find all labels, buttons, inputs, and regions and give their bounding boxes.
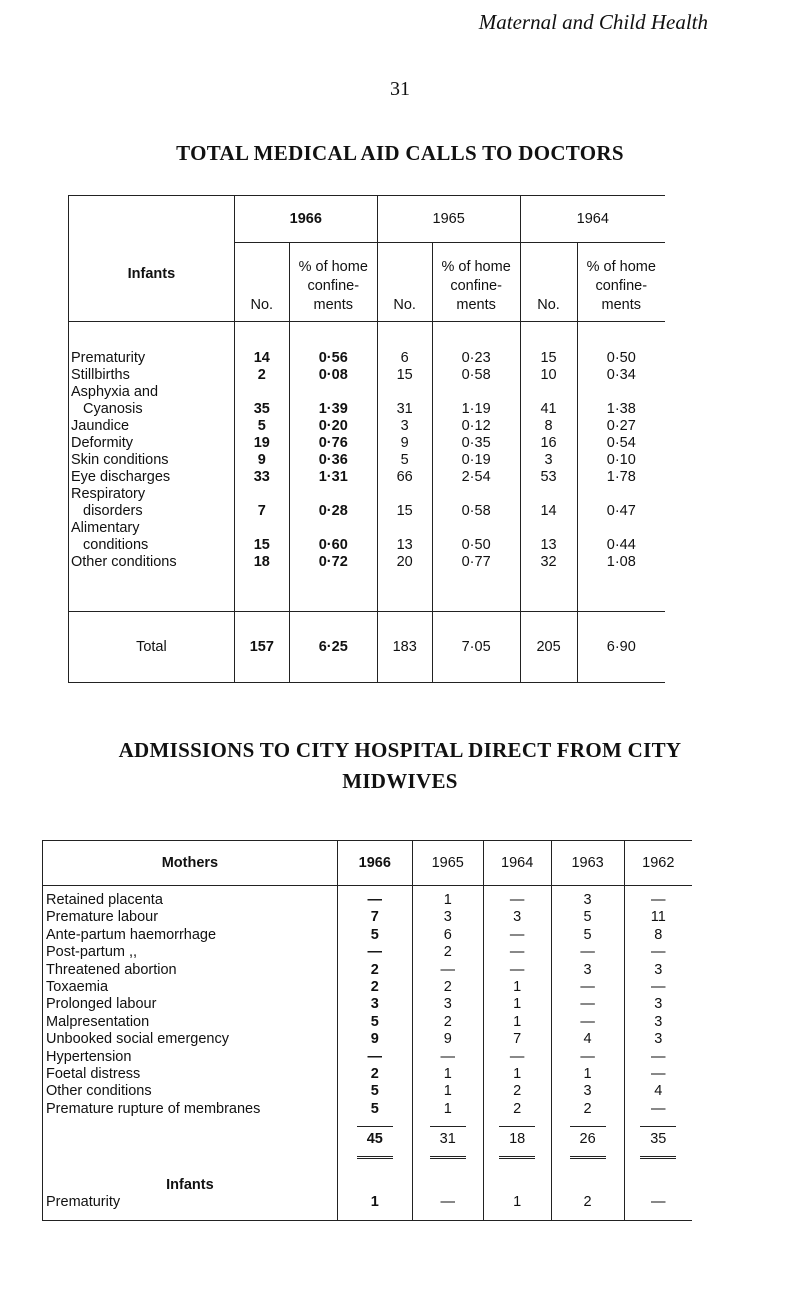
table-cell: 5 <box>234 418 289 435</box>
section2-title: ADMISSIONS TO CITY HOSPITAL DIRECT FROM CITY MIDWIVES <box>118 738 682 793</box>
table-cell: — <box>551 1014 624 1031</box>
table-cell: 2 <box>483 1101 551 1118</box>
table-cell: 0·12 <box>432 418 520 435</box>
table-cell: 13 <box>377 520 432 554</box>
table-cell: 5 <box>551 927 624 944</box>
col-pct-header-line: confine- <box>595 278 648 294</box>
table-cell: 3 <box>377 418 432 435</box>
table-row <box>69 435 666 452</box>
row-label-text: conditions <box>83 537 149 553</box>
row-label-text: Respiratory <box>71 486 146 502</box>
total-row <box>69 612 666 683</box>
totals-label <box>43 1118 338 1166</box>
row-label-text: Skin conditions <box>71 452 169 468</box>
table-cell: 6 <box>412 927 483 944</box>
table-row <box>43 996 693 1013</box>
table-row <box>43 979 693 996</box>
table-cell: 5 <box>337 1101 412 1118</box>
table-cell: 3 <box>551 962 624 979</box>
table-cell: 3 <box>520 452 577 469</box>
table-cell: 3 <box>551 1083 624 1100</box>
row-label <box>69 322 235 368</box>
row-label <box>69 418 235 435</box>
table-cell: 6 <box>377 322 432 368</box>
table-cell: 0·60 <box>289 520 377 554</box>
total-value: 31 <box>430 1126 466 1159</box>
total-cell: 6·90 <box>577 612 665 683</box>
total-cell <box>337 1118 412 1166</box>
table-cell: 53 <box>520 469 577 486</box>
table-cell: — <box>551 996 624 1013</box>
table-cell: 2 <box>337 962 412 979</box>
total-value: 18 <box>499 1126 535 1159</box>
row-label: Threatened abortion <box>43 962 338 979</box>
table-row <box>69 486 666 520</box>
col-pct-header <box>289 243 377 322</box>
table-cell: 0·72 <box>289 554 377 612</box>
table-cell: 2 <box>234 367 289 384</box>
table-cell: 1·39 <box>289 384 377 418</box>
year-header-1966: 1966 <box>337 841 412 886</box>
table-cell: 0·50 <box>577 322 665 368</box>
table-row <box>43 927 693 944</box>
row-label <box>69 435 235 452</box>
table-cell: — <box>551 944 624 961</box>
table-cell: 1·38 <box>577 384 665 418</box>
row-label-text: Prematurity <box>71 350 146 366</box>
row-label: Other conditions <box>43 1083 338 1100</box>
table-cell: 0·58 <box>432 367 520 384</box>
medical-aid-calls-table <box>68 195 665 683</box>
table-cell: 2 <box>551 1194 624 1220</box>
col-pct-header-line: % of home <box>298 259 368 275</box>
table-cell: 4 <box>624 1083 692 1100</box>
table-cell: 5 <box>377 452 432 469</box>
table-row <box>69 469 666 486</box>
table-cell: 1 <box>551 1066 624 1083</box>
table-cell: 4 <box>551 1031 624 1048</box>
empty-cell <box>551 1166 624 1194</box>
table-cell: 31 <box>377 384 432 418</box>
table-cell: 1·78 <box>577 469 665 486</box>
table-row <box>43 1049 693 1066</box>
table-cell: 13 <box>520 520 577 554</box>
table-cell: — <box>483 962 551 979</box>
row-label <box>69 486 235 520</box>
col-pct-header-line: ments <box>313 297 353 313</box>
table-cell: 3 <box>337 996 412 1013</box>
table-cell: 7 <box>483 1031 551 1048</box>
total-cell: 157 <box>234 612 289 683</box>
table-row <box>69 520 666 554</box>
row-label-text: Cyanosis <box>83 401 143 417</box>
table-cell: — <box>483 1049 551 1066</box>
table-cell: 15 <box>520 322 577 368</box>
table-cell: 3 <box>624 962 692 979</box>
table-cell: 0·54 <box>577 435 665 452</box>
year-header-1963: 1963 <box>551 841 624 886</box>
table-cell: — <box>551 979 624 996</box>
table-row <box>43 1014 693 1031</box>
table-cell: 1·31 <box>289 469 377 486</box>
table-cell: 1 <box>412 1101 483 1118</box>
table-cell: 0·76 <box>289 435 377 452</box>
table-cell: — <box>624 1194 692 1220</box>
table-cell: 10 <box>520 367 577 384</box>
table-cell: 5 <box>337 1083 412 1100</box>
table-cell: 3 <box>412 996 483 1013</box>
year-header-1964: 1964 <box>483 841 551 886</box>
table-cell: 2 <box>412 979 483 996</box>
table-cell: 9 <box>337 1031 412 1048</box>
table-cell: — <box>412 1049 483 1066</box>
table-cell: 0·23 <box>432 322 520 368</box>
total-cell <box>412 1118 483 1166</box>
table-cell: 0·27 <box>577 418 665 435</box>
row-label <box>69 452 235 469</box>
table-cell: 1 <box>412 886 483 910</box>
table-cell: 7 <box>337 909 412 926</box>
row-label: Toxaemia <box>43 979 338 996</box>
table-cell: 1 <box>483 1014 551 1031</box>
total-cell: 205 <box>520 612 577 683</box>
table-cell: 14 <box>520 486 577 520</box>
row-label: Ante-partum haemorrhage <box>43 927 338 944</box>
table-cell: — <box>337 886 412 910</box>
table-cell: 2 <box>412 944 483 961</box>
table-cell: 66 <box>377 469 432 486</box>
row-label <box>69 469 235 486</box>
year-header-1965: 1965 <box>412 841 483 886</box>
table-cell: 0·47 <box>577 486 665 520</box>
row-label-text: Other conditions <box>71 554 177 570</box>
table-cell: 2 <box>337 979 412 996</box>
table-cell: 3 <box>483 909 551 926</box>
row-label-text: Stillbirths <box>71 367 130 383</box>
table-cell: 3 <box>551 886 624 910</box>
table-cell: 8 <box>520 418 577 435</box>
empty-cell <box>483 1166 551 1194</box>
table-cell: 1 <box>483 1066 551 1083</box>
table-cell: 3 <box>624 996 692 1013</box>
col-pct-header <box>577 243 665 322</box>
table-cell: 3 <box>624 1031 692 1048</box>
row-label <box>69 367 235 384</box>
total-cell: 183 <box>377 612 432 683</box>
table-cell: 0·77 <box>432 554 520 612</box>
table-cell: 0·44 <box>577 520 665 554</box>
year-header-1966: 1966 <box>234 196 377 243</box>
table-row <box>43 1031 693 1048</box>
row-label-text: Asphyxia and <box>71 384 159 400</box>
table-cell: 3 <box>412 909 483 926</box>
table-cell: 0·20 <box>289 418 377 435</box>
table-cell: 18 <box>234 554 289 612</box>
table-row <box>69 322 666 368</box>
table-cell: 1 <box>483 1194 551 1220</box>
total-cell: 7·05 <box>432 612 520 683</box>
table-cell: 1·19 <box>432 384 520 418</box>
table-cell: — <box>483 886 551 910</box>
table-row <box>43 1083 693 1100</box>
table-cell: 5 <box>337 1014 412 1031</box>
row-label: Prolonged labour <box>43 996 338 1013</box>
total-cell: 6·25 <box>289 612 377 683</box>
row-label-text: disorders <box>83 503 143 519</box>
table-cell: — <box>483 944 551 961</box>
table-row <box>69 418 666 435</box>
table-cell: 0·10 <box>577 452 665 469</box>
table-cell: 19 <box>234 435 289 452</box>
total-cell <box>483 1118 551 1166</box>
row-label: Malpresentation <box>43 1014 338 1031</box>
row-label-text: Jaundice <box>71 418 130 434</box>
total-value: 45 <box>357 1126 393 1159</box>
empty-cell <box>337 1166 412 1194</box>
table-cell: 9 <box>412 1031 483 1048</box>
table-cell: — <box>337 1049 412 1066</box>
totals-row <box>43 1118 693 1166</box>
col-no-header: No. <box>377 243 432 322</box>
running-title: Maternal and Child Health <box>478 10 708 34</box>
row-label-text: Eye discharges <box>71 469 171 485</box>
table-row <box>69 554 666 612</box>
col-pct-header-line: confine- <box>307 278 360 294</box>
empty-cell <box>412 1166 483 1194</box>
col-pct-header-line: % of home <box>441 259 511 275</box>
table-row <box>69 367 666 384</box>
total-cell <box>624 1118 692 1166</box>
row-label: Premature rupture of membranes <box>43 1101 338 1118</box>
table-cell: 0·35 <box>432 435 520 452</box>
table-row <box>43 944 693 961</box>
table-cell: — <box>483 927 551 944</box>
table-cell: — <box>412 962 483 979</box>
table-cell: 15 <box>234 520 289 554</box>
col-no-header: No. <box>520 243 577 322</box>
table-cell: 11 <box>624 909 692 926</box>
table-cell: 2 <box>551 1101 624 1118</box>
table-row <box>69 452 666 469</box>
infants-subheader-row <box>43 1166 693 1194</box>
row-label: Retained placenta <box>43 886 338 910</box>
empty-cell <box>624 1166 692 1194</box>
col-pct-header-line: % of home <box>586 259 656 275</box>
table-cell: 2 <box>483 1083 551 1100</box>
row-label: Unbooked social emergency <box>43 1031 338 1048</box>
page-number: 31 <box>390 78 410 100</box>
table-cell: 7 <box>234 486 289 520</box>
table-cell: 16 <box>520 435 577 452</box>
table-cell: — <box>551 1049 624 1066</box>
row-label: Premature labour <box>43 909 338 926</box>
row-label <box>69 554 235 612</box>
year-header-1964: 1964 <box>520 196 665 243</box>
total-value: 26 <box>570 1126 606 1159</box>
table-cell: — <box>624 1066 692 1083</box>
table-cell: — <box>624 1101 692 1118</box>
table-cell: 0·28 <box>289 486 377 520</box>
table-cell: 15 <box>377 367 432 384</box>
table-cell: 14 <box>234 322 289 368</box>
table-row <box>43 1066 693 1083</box>
total-cell <box>551 1118 624 1166</box>
infants-header: Infants <box>69 196 235 322</box>
table-cell: 0·50 <box>432 520 520 554</box>
table-row <box>43 886 693 910</box>
row-label <box>69 384 235 418</box>
table-cell: 3 <box>624 1014 692 1031</box>
col-pct-header <box>432 243 520 322</box>
table-row <box>69 384 666 418</box>
table-row <box>43 909 693 926</box>
table-cell: 20 <box>377 554 432 612</box>
row-label-text: Deformity <box>71 435 134 451</box>
col-pct-header-line: confine- <box>450 278 502 294</box>
table-cell: 35 <box>234 384 289 418</box>
table-cell: 9 <box>234 452 289 469</box>
table-cell: 8 <box>624 927 692 944</box>
table-cell: — <box>624 1049 692 1066</box>
row-label <box>69 520 235 554</box>
table-cell: 33 <box>234 469 289 486</box>
table-cell: 0·56 <box>289 322 377 368</box>
table-cell: 9 <box>377 435 432 452</box>
table-cell: 0·58 <box>432 486 520 520</box>
row-label: Post-partum ,, <box>43 944 338 961</box>
year-header-1965: 1965 <box>377 196 520 243</box>
table-cell: — <box>624 979 692 996</box>
infants-subheader: Infants <box>43 1166 338 1194</box>
table-cell: 1 <box>412 1083 483 1100</box>
total-label: Total <box>69 612 235 683</box>
total-value: 35 <box>640 1126 676 1159</box>
table-row <box>43 1101 693 1118</box>
table-cell: 0·19 <box>432 452 520 469</box>
table-cell: 32 <box>520 554 577 612</box>
table-cell: 15 <box>377 486 432 520</box>
col-no-header: No. <box>234 243 289 322</box>
table-cell: 1 <box>483 996 551 1013</box>
col-pct-header-line: ments <box>601 297 642 313</box>
table-row <box>43 962 693 979</box>
table-cell: 1 <box>412 1066 483 1083</box>
table-cell: 1·08 <box>577 554 665 612</box>
table-cell: 2·54 <box>432 469 520 486</box>
table-cell: 5 <box>551 909 624 926</box>
table-cell: — <box>624 944 692 961</box>
year-header-1962: 1962 <box>624 841 692 886</box>
table-cell: 41 <box>520 384 577 418</box>
row-label-text: Alimentary <box>71 520 140 536</box>
row-label: Prematurity <box>43 1194 338 1220</box>
table-cell: 5 <box>337 927 412 944</box>
table-cell: 0·36 <box>289 452 377 469</box>
table-cell: — <box>337 944 412 961</box>
mothers-header: Mothers <box>43 841 338 886</box>
table-cell: 1 <box>483 979 551 996</box>
table-row <box>43 1194 693 1220</box>
row-label: Foetal distress <box>43 1066 338 1083</box>
table-cell: — <box>412 1194 483 1220</box>
table-cell: 0·08 <box>289 367 377 384</box>
table-cell: 1 <box>337 1194 412 1220</box>
hospital-admissions-table <box>42 840 692 1221</box>
table-cell: — <box>624 886 692 910</box>
table-cell: 2 <box>412 1014 483 1031</box>
row-label: Hypertension <box>43 1049 338 1066</box>
table-cell: 2 <box>337 1066 412 1083</box>
section1-title: TOTAL MEDICAL AID CALLS TO DOCTORS <box>176 141 624 165</box>
col-pct-header-line: ments <box>456 297 496 313</box>
table-cell: 0·34 <box>577 367 665 384</box>
